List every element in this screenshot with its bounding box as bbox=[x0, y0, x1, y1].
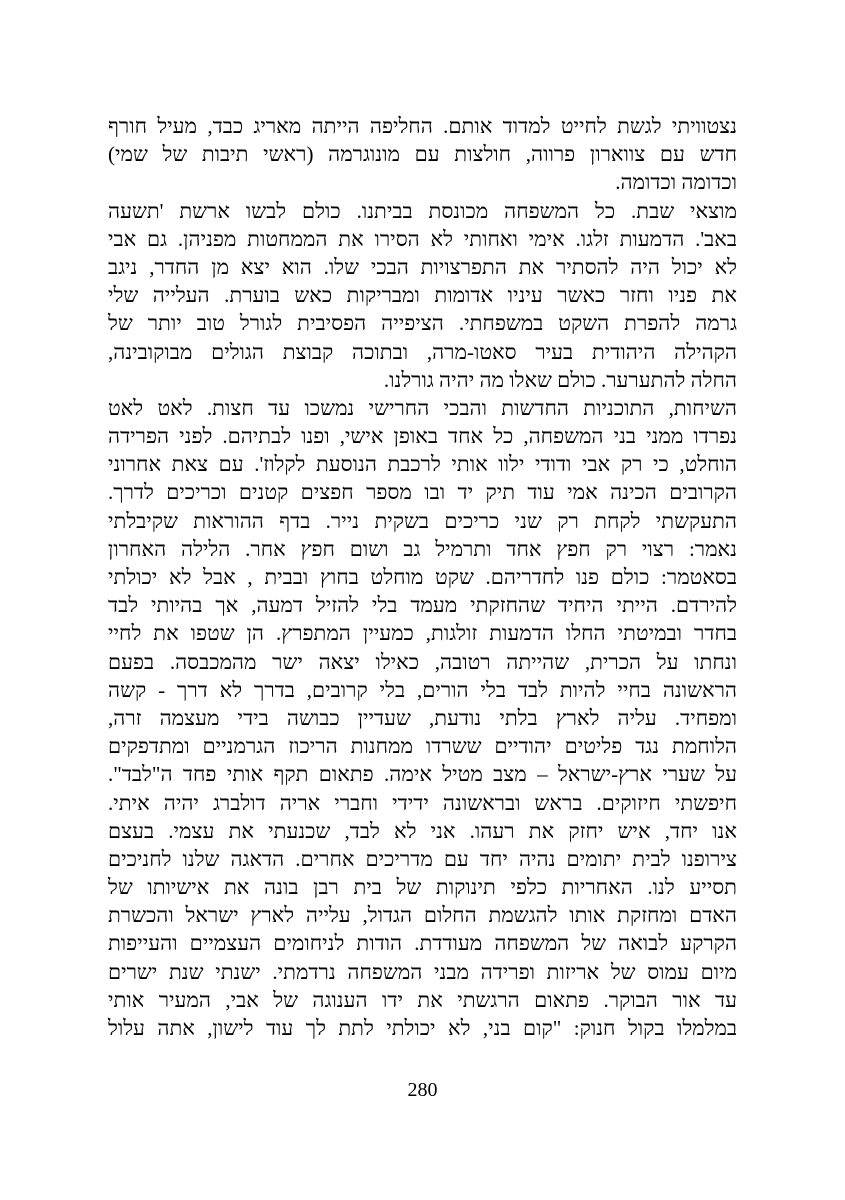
text-line: להירדם. הייתי היחיד שהחזקתי מעמד בלי להזיל דמעה, אך בהיותי לבד bbox=[108, 593, 737, 618]
text-line: התעקשתי לקחת רק שני כריכים בשקית נייר. בדף ההוראות שקיבלתי bbox=[108, 508, 737, 533]
text-line: עד אור הבוקר. פתאום הרגשתי את ידו הענוגה של אבי, המעיר אותי bbox=[108, 987, 737, 1012]
page-number: 280 bbox=[407, 1079, 438, 1101]
text-line: הקהילה היהודית בעיר סאטו-מרה, ובתוכה קבוצת הגולים מבוקובינה, bbox=[108, 339, 737, 364]
text-line: הלוחמת נגד פליטים יהודיים ששרדו ממחנות הריכוז הגרמניים ומתדפקים bbox=[108, 734, 737, 759]
text-line: האדם ומחזקת אותו להגשמת החלום הגדול, עלייה לארץ ישראל והכשרת bbox=[108, 903, 737, 928]
text-line: הקרובים הכינה אמי עוד תיק יד ובו מספר חפצים קטנים וכריכים לדרך. bbox=[108, 480, 737, 505]
text-line: חיפשתי חיזוקים. בראש ובראשונה ידידי וחברי אריה דולברג יהיה איתי. bbox=[108, 790, 737, 815]
text-line: מוצאי שבת. כל המשפחה מכונסת בביתנו. כולם לבשו ארשת 'תשעה bbox=[108, 198, 737, 223]
text-line: נפרדו ממני בני המשפחה, כל אחד באופן אישי, ופנו לבתיהם. לפני הפרידה bbox=[108, 424, 737, 449]
text-line: גרמה להפרת השקט במשפחתי. הציפייה הפסיבית לגורל טוב יותר של bbox=[108, 311, 737, 336]
text-line: ונחתו על הכרית, שהייתה רטובה, כאילו יצאה ישר מהמכבסה. בפעם bbox=[108, 649, 737, 674]
text-line: הראשונה בחיי להיות לבד בלי הורים, בלי קרובים, בדרך לא דרך - קשה bbox=[108, 677, 737, 702]
text-line: מיום עמוס של אריזות ופרידה מבני המשפחה נרדמתי. ישנתי שנת ישרים bbox=[108, 959, 737, 984]
text-line: על שערי ארץ-ישראל – מצב מטיל אימה. פתאום תקף אותי פחד ה"לבד". bbox=[108, 762, 737, 787]
text-line: לא יכול היה להסתיר את התפרצויות הבכי שלו. הוא יצא מן החדר, ניגב bbox=[108, 254, 737, 279]
text-line: השיחות, התוכניות החדשות והבכי החרישי נמשכו עד חצות. לאט לאט bbox=[108, 395, 737, 420]
text-line: במלמלו בקול חנוק: "קום בני, לא יכולתי לתת לך עוד לישון, אתה עלול bbox=[108, 1016, 737, 1040]
text-line: החלה להתערער. כולם שאלו מה יהיה גורלנו. bbox=[383, 367, 737, 392]
text-line: בסאטמר: כולם פנו לחדריהם. שקט מוחלט בחוץ ובבית , אבל לא יכולתי bbox=[108, 565, 737, 589]
text-line: ומפחיד. עליה לארץ בלתי נודעת, שעדיין כבושה בידי מעצמה זרה, bbox=[108, 705, 737, 730]
text-line: חדש עם צווארון פרווה, חולצות עם מונוגרמה (ראשי תיבות של שמי) bbox=[108, 142, 737, 167]
paragraph bbox=[108, 394, 737, 1042]
text-line: את פניו וחזר כאשר עיניו אדומות ומבריקות כאש בוערת. העלייה שלי bbox=[108, 283, 737, 308]
paragraph bbox=[108, 112, 737, 197]
text-line: אנו יחד, איש יחזק את רעהו. אני לא לבד, שכנעתי את עצמי. בעצם bbox=[108, 818, 737, 843]
text-line: הקרקע לבואה של המשפחה מעודדת. הודות לניחומים העצמיים והעייפות bbox=[108, 931, 737, 956]
text-line: הוחלט, כי רק אבי ודודי ילוו אותי לרכבת הנוסעת לקלוז'. עם צאת אחרוני bbox=[108, 452, 737, 477]
text-line: תסייע לנו. האחריות כלפי תינוקות של בית רבן בונה את אישיותו של bbox=[108, 875, 737, 900]
text-line: צירופנו לבית יתומים נהיה יחד עם מדריכים אחרים. הדאגה שלנו לחניכים bbox=[108, 846, 737, 871]
text-line: באב'. הדמעות זלגו. אימי ואחותי לא הסירו את הממחטות מפניהן. גם אבי bbox=[108, 226, 737, 251]
paragraph bbox=[108, 197, 737, 394]
text-line: וכדומה וכדומה. bbox=[615, 170, 737, 195]
document-page bbox=[108, 112, 737, 1042]
text-line: נצטוויתי לגשת לחייט למדוד אותם. החליפה הייתה מאריג כבד, מעיל חורף bbox=[108, 114, 737, 138]
text-line: בחדר ובמיטתי החלו הדמעות זולגות, כמעיין המתפרץ. הן שטפו את לחיי bbox=[108, 621, 737, 646]
text-line: נאמר: רצוי רק חפץ אחד ותרמיל גב ושום חפץ אחר. הלילה האחרון bbox=[108, 536, 737, 561]
